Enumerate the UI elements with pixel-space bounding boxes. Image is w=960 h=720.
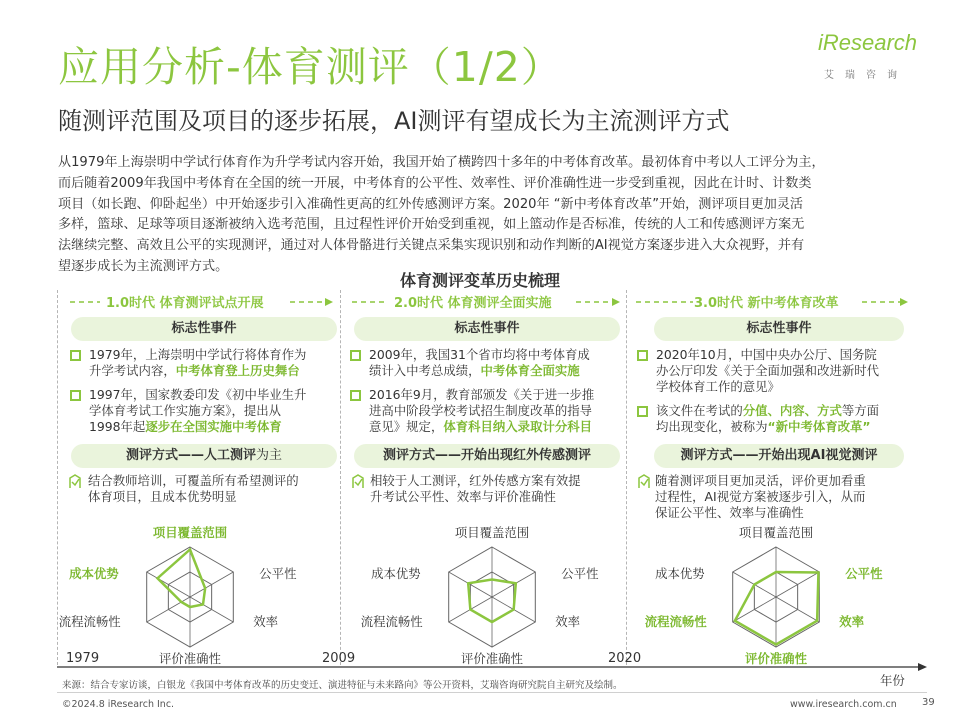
radar-charts (0, 520, 960, 670)
radar-axis-label: 公平性 (845, 566, 883, 581)
radar-chart-era-3 (645, 525, 883, 666)
checkbox-icon (637, 350, 648, 361)
radar-axis-label: 效率 (555, 614, 581, 629)
timeline-unit: 年份 (880, 673, 905, 688)
event-line (369, 363, 590, 379)
method-desc-line: 保证公平性、效率与准确性 (655, 505, 804, 520)
radar-axis-label: 评价准确性 (159, 651, 221, 666)
source-note: 来源：结合专家访谈，白银龙《我国中考体育改革的历史变迁、演进特征与未来路向》等公开资料，艾瑞咨询研究院自主研究及绘制。 (62, 680, 623, 691)
era-2-method (354, 444, 620, 468)
method-desc-line: 体育项目，且成本优势明显 (88, 489, 237, 504)
page-subtitle: 随测评范围及项目的逐步拓展，AI测评有望成长为主流测评方式 (58, 107, 730, 135)
logo-cn: 艾瑞咨询 (824, 70, 908, 81)
scorer-icon (68, 474, 82, 490)
logo-brand: iResearch (818, 30, 918, 55)
highlight-text: 中考体育全面实施 (480, 363, 580, 378)
radar-axis-label: 项目覆盖范围 (454, 525, 530, 540)
era-3-method-desc (655, 473, 910, 521)
event-text (656, 347, 879, 395)
event-text-segment: 1998年起 (89, 419, 146, 434)
radar-axis-label: 成本优势 (655, 566, 705, 581)
radar-chart-era-2 (361, 525, 599, 666)
method-suffix: 为主 (256, 448, 283, 463)
intro-line: 从1979年上海崇明中学试行体育作为升学考试内容开始，我国开始了横跨四十多年的中考体育改革。最初体育中考以人工评分为主， (58, 155, 825, 170)
event-text-segment: 学校体育工作的意见》 (656, 379, 780, 394)
event-text (369, 347, 590, 379)
radar-value-polygon (158, 550, 206, 608)
event-text-segment: 2020年10月，中国中央办公厅、国务院 (656, 347, 877, 362)
radar-axis-label: 成本优势 (371, 566, 421, 581)
iresearch-logo (818, 30, 926, 88)
radar-axis-label: 公平性 (259, 566, 297, 581)
event-line (89, 347, 306, 363)
event-text-segment: 该文件在考试的 (656, 403, 743, 418)
event-text (89, 347, 306, 379)
event-text-segment: 2016年9月，教育部颁发《关于进一步推 (369, 387, 595, 402)
event-line (369, 387, 594, 403)
event-line (369, 347, 590, 363)
radar-axis-label: 效率 (839, 614, 865, 629)
page-title: 应用分析-体育测评（1/2） (58, 43, 563, 91)
era-1-method (71, 444, 337, 468)
footer-divider (57, 692, 927, 693)
event-text-segment: 1997年，国家教委印发《初中毕业生升 (89, 387, 307, 402)
era-arrowhead (612, 298, 620, 306)
intro-line: 法继续完整、高效且公平的实现测评，通过对人体骨骼进行关键点采集实现识别和动作判断的AI视觉方案逐步进入大众视野，并有 (58, 238, 805, 254)
highlight-text: 中考体育登上历史舞台 (175, 363, 300, 378)
radar-axis-label: 项目覆盖范围 (152, 525, 228, 540)
event-text-segment: 均出现变化，被称为 (656, 419, 768, 434)
scorer-icon (351, 474, 365, 490)
era-3-event-header: 标志性事件 (654, 317, 904, 341)
method-bold: 红外传感测评 (513, 448, 592, 463)
method-prefix: 测评方式——开始出现 (680, 448, 811, 463)
method-desc-line: 随着测评项目更加灵活，评价更加看重 (655, 473, 866, 488)
era-2-event-2 (350, 387, 622, 437)
era-3-event-2 (637, 403, 917, 437)
radar-axis-label: 评价准确性 (461, 651, 523, 666)
era-arrowhead (325, 298, 333, 306)
event-text-segment: 办公厅印发《关于全面加强和改进新时代 (656, 363, 880, 378)
intro-line: 望逐步成长为主流测评方式。 (58, 258, 229, 274)
timeline-arrowhead (918, 663, 927, 671)
event-text (89, 387, 306, 435)
era-2-event-1 (350, 347, 622, 381)
event-text (369, 387, 594, 435)
event-line (656, 403, 879, 419)
highlight-text: 逐步在全国实施中考体育 (145, 419, 282, 434)
radar-axis-label: 公平性 (561, 566, 599, 581)
era-1-title: 1.0时代 体育测评试点开展 (106, 296, 264, 311)
event-line (656, 363, 879, 379)
event-text-segment: 1979年，上海崇明中学试行将体育作为 (89, 347, 307, 362)
scorer-icon (637, 474, 651, 490)
event-line (656, 379, 879, 395)
era-1-method-desc (88, 473, 338, 505)
event-text-segment: 进高中阶段学校考试招生制度改革的指导 (369, 403, 593, 418)
era-3-method (654, 444, 904, 468)
event-line (89, 387, 306, 403)
event-text-segment: 等方面 (841, 403, 880, 418)
event-line (369, 419, 594, 435)
era-2-event-header: 标志性事件 (354, 317, 620, 341)
event-text-segment: 绩计入中考总成绩， (369, 363, 481, 378)
event-line (89, 419, 306, 435)
chart-title: 体育测评变革历史梳理 (399, 271, 560, 290)
event-line (656, 419, 879, 435)
highlight-text: 体育科目纳入录取计分科目 (443, 419, 593, 434)
method-bold: AI视觉测评 (810, 448, 878, 463)
checkbox-icon (70, 390, 81, 401)
event-text-segment: 2009年，我国31个省市均将中考体育成 (369, 347, 590, 362)
page-number: 39 (922, 697, 935, 708)
checkbox-icon (70, 350, 81, 361)
event-line (89, 363, 306, 379)
radar-axis-label: 效率 (253, 614, 279, 629)
era-1-event-header: 标志性事件 (71, 317, 337, 341)
era-2-title: 2.0时代 体育测评全面实施 (394, 296, 552, 311)
era-3-event-1 (637, 347, 917, 397)
radar-axis-label: 流程流畅性 (360, 614, 423, 629)
event-text-segment: 意见》规定， (369, 419, 444, 434)
method-desc-line: 相较于人工测评，红外传感方案有效提 (370, 473, 581, 488)
method-desc-line: 升考试公平性、效率与评价准确性 (370, 489, 556, 504)
era-3-title: 3.0时代 新中考体育改革 (694, 296, 839, 311)
intro-line: 而后随着2009年我国中考体育在全国的统一开展，中考体育的公平性、效率性、评价准确性进一步受到重视，因此在计时、计数类 (58, 175, 812, 191)
method-desc-line: 结合教师培训，可覆盖所有希望测评的 (88, 473, 299, 488)
era-1-event-2 (70, 387, 340, 437)
method-desc-line: 过程性，AI视觉方案被逐步引入，从而 (655, 489, 866, 504)
radar-value-polygon (735, 572, 819, 645)
era-1-event-1 (70, 347, 340, 381)
event-text-segment: 升学考试内容， (89, 363, 176, 378)
footer-copyright: ©2024.8 iResearch Inc. (62, 699, 175, 710)
checkbox-icon (350, 390, 361, 401)
checkbox-icon (350, 350, 361, 361)
radar-axis-label: 流程流畅性 (644, 614, 707, 629)
radar-chart-era-1 (59, 525, 297, 666)
era-2-method-desc (370, 473, 620, 505)
event-text-segment: 学体育考试工作实施方案》，提出从 (89, 403, 282, 418)
radar-axis-label: 项目覆盖范围 (738, 525, 814, 540)
checkbox-icon (637, 406, 648, 417)
intro-paragraph (58, 153, 914, 278)
intro-line: 多样，篮球、足球等项目逐渐被纳入选考范围，且过程性评价开始受到重视，如上篮动作是否标准，传统的人工和传感测评方案无 (58, 217, 805, 233)
year-2009: 2009 (322, 651, 356, 666)
radar-axis-label: 成本优势 (69, 566, 119, 581)
event-line (369, 403, 594, 419)
year-1979: 1979 (66, 651, 100, 666)
footer-website: www.iresearch.com.cn (790, 699, 897, 710)
radar-axis-label: 评价准确性 (745, 651, 807, 666)
event-line (656, 347, 879, 363)
year-2020: 2020 (608, 651, 642, 666)
event-line (89, 403, 306, 419)
intro-line: 项目（如长跑、仰卧起坐）中开始逐步引入准确性更高的红外传感测评方案。2020年 “新中考体育改革”开始，测评项目更加灵活 (58, 196, 804, 212)
method-prefix: 测评方式—— (125, 448, 204, 463)
method-bold: 人工测评 (203, 448, 256, 463)
event-text (656, 403, 879, 435)
radar-axis-label: 流程流畅性 (58, 614, 121, 629)
method-prefix: 测评方式——开始出现 (382, 448, 513, 463)
era-arrowhead (900, 298, 908, 306)
highlight-text: “新中考体育改革” (767, 419, 871, 434)
highlight-text: 分值、内容、方式 (742, 403, 842, 418)
